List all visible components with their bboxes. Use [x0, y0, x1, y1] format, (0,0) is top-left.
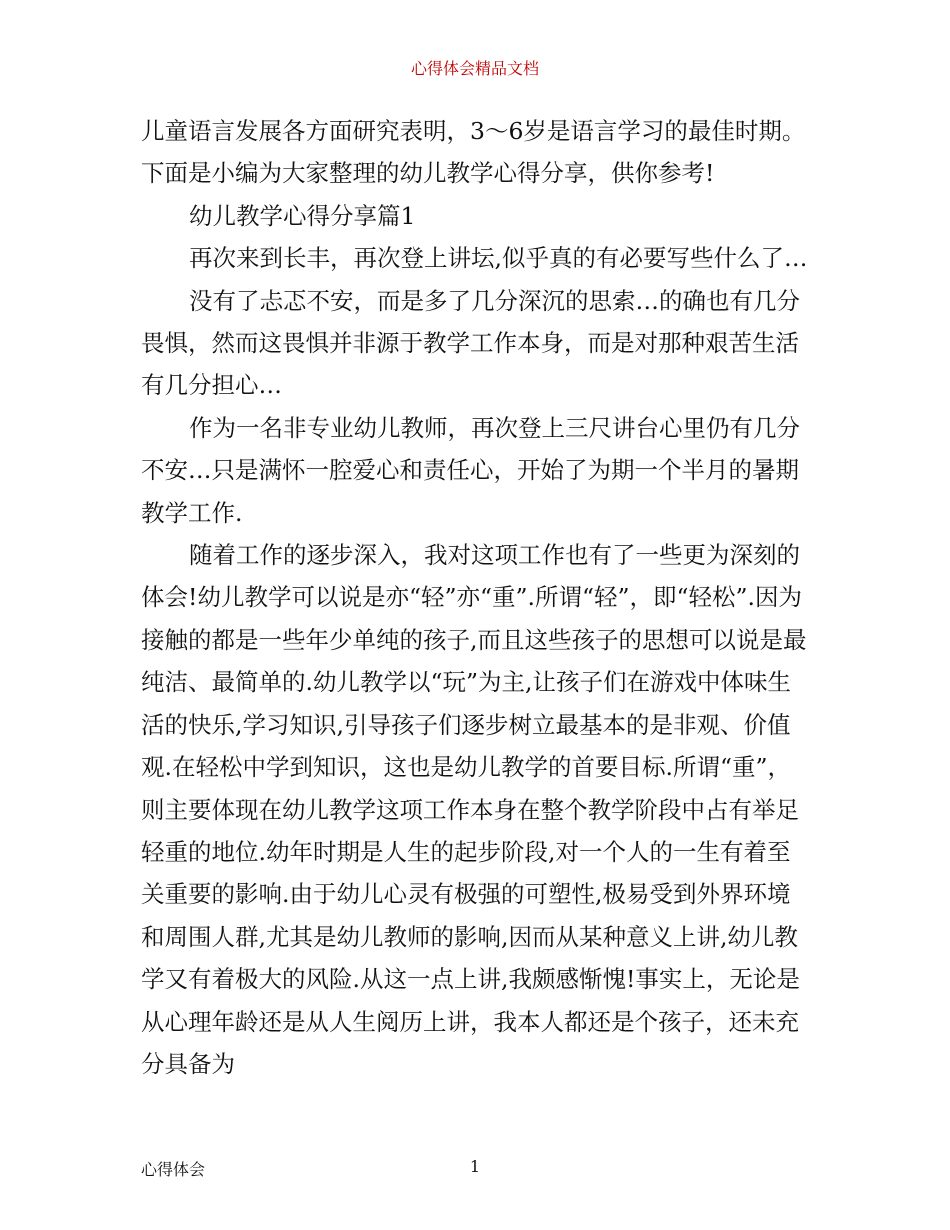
body-paragraph-4: 随着工作的逐步深入，我对这项工作也有了一些更为深刻的体会!幼儿教学可以说是亦“轻”亦“重”.所谓“轻”，即“轻松”.因为接触的都是一些年少单纯的孩子,而且这些孩子的思想可以说是最纯洁、最简单的.幼儿教学以“玩”为主,让孩子们在游戏中体味生活的快乐,学习知识,引导孩子们逐步树立最基本的是非观、价值观.在轻松中学到知识，这也是幼儿教学的首要目标.所谓“重”，则主要体现在幼儿教学这项工作本身在整个教学阶段中占有举足轻重的地位.幼年时期是人生的起步阶段,对一个人的一生有着至关重要的影响.由于幼儿心灵有极强的可塑性,极易受到外界环境和周围人群,尤其是幼儿教师的影响,因而从某种意义上讲,幼儿教学又有着极大的风险.从这一点上讲,我颇感惭愧!事实上，无论是从心理年龄还是从人生阅历上讲，我本人都还是个孩子，还未充分具备为 [141, 541, 807, 1078]
section-title: 幼儿教学心得分享篇1 [189, 201, 416, 230]
document-body [141, 110, 811, 1085]
page-number: 1 [469, 1157, 481, 1176]
intro-paragraph: 儿童语言发展各方面研究表明，3～6岁是语言学习的最佳时期。下面是小编为大家整理的幼儿教学心得分享，供你参考! [141, 117, 806, 188]
footer-label: 心得体会 [141, 1160, 206, 1179]
body-paragraph-3: 作为一名非专业幼儿教师，再次登上三尺讲台心里仍有几分不安…只是满怀一腔爱心和责任心，开始了为期一个半月的暑期教学工作. [141, 413, 800, 527]
page-header-title: 心得体会精品文档 [410, 59, 539, 78]
body-paragraph-2: 没有了忐忑不安，而是多了几分深沉的思索…的确也有几分畏惧，然而这畏惧并非源于教学工作本身，而是对那种艰苦生活有几分担心… [141, 286, 800, 400]
body-paragraph-1: 再次来到长丰，再次登上讲坛,似乎真的有必要写些什么了… [189, 244, 808, 273]
